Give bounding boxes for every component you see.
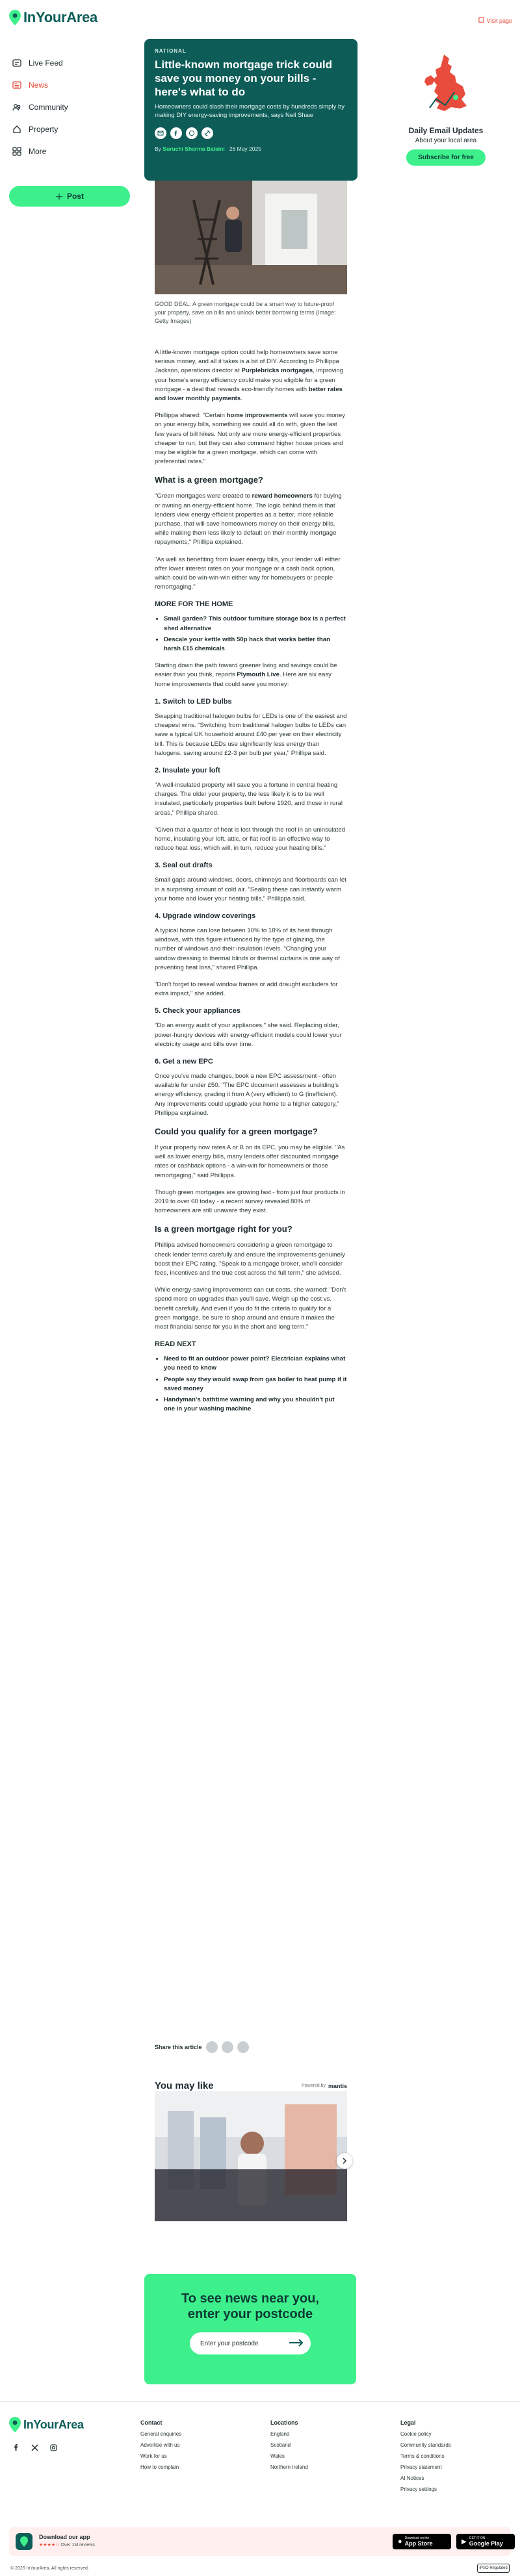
footer-link[interactable]: Terms & conditions: [400, 2453, 445, 2459]
email-share-icon[interactable]: [222, 2041, 233, 2053]
location-pin-icon: [9, 10, 21, 25]
brand-name: InYourArea: [23, 2417, 84, 2431]
footer-brand-logo[interactable]: [9, 2417, 84, 2432]
paragraph: Once you've made changes, book a new EPC assessment - often available for under £50. "The EPC document assesses a building's energy efficiency, grading it from A (very efficient) to G (inefficient). Any improvements could upgrade your home to a higher category," Phillippa explained.: [155, 1072, 339, 1117]
footer-social: [13, 2443, 57, 2455]
related-link[interactable]: • People say they would swap from gas boiler to heat pump if it saved money: [164, 1375, 347, 1394]
you-may-like-title: You may like: [155, 2080, 214, 2091]
postcode-placeholder: Enter your postcode: [200, 2340, 259, 2347]
byline-prefix: By: [155, 146, 161, 152]
footer-column-heading: Locations: [270, 2419, 298, 2426]
footer-locations-column: [270, 2419, 308, 2475]
sidebar-nav: [8, 52, 131, 162]
footer-legal-column: [400, 2419, 451, 2497]
postcode-title: To see news near you, enter your postcode: [181, 2291, 319, 2321]
subheading: 6. Get a new EPC: [155, 1057, 213, 1065]
footer-link[interactable]: Advertise with us: [140, 2442, 180, 2448]
postcode-input[interactable]: [190, 2332, 311, 2354]
news-icon: [12, 80, 22, 90]
related-link[interactable]: • Need to fit an outdoor power point? Electrician explains what you need to know: [164, 1355, 347, 1373]
plymouth-live-link[interactable]: Plymouth Live: [237, 671, 280, 679]
more-for-home-list: [164, 615, 347, 654]
sidebar-item-community[interactable]: [8, 96, 131, 118]
section-heading: Is a green mortgage right for you?: [155, 1224, 292, 1234]
footer-link[interactable]: General enquiries: [140, 2431, 182, 2437]
mantis-logo: mantis: [328, 2082, 347, 2089]
x-twitter-icon[interactable]: [31, 2443, 38, 2455]
footer-link[interactable]: AI Notices: [400, 2475, 424, 2481]
paragraph: Phillippa shared: "Certain home improvements will save you money on your energy bills, something we could all do with, given the last few years of bill hikes. Not only are more energy-efficient properties cheaper to run, but they can also command higher house prices and may be eligible for a green mortgage, which can come with preferential rates.": [155, 412, 345, 466]
sidebar-item-live-feed[interactable]: [8, 52, 131, 74]
footer-link[interactable]: How to complain: [140, 2464, 179, 2470]
paragraph: "Don't forget to reseal window frames or add draught excluders for extra impact," she added.: [155, 980, 338, 998]
post-button-label: Post: [67, 192, 84, 201]
sidebar-item-label: More: [29, 147, 47, 156]
article-title: Little-known mortgage trick could save you money on your bills - here's what to do: [155, 58, 332, 98]
you-may-like: [155, 2080, 347, 2091]
paragraph: A little-known mortgage option could help homeowners save some serious money, and all it takes is a bit of DIY. According to Phillippa Jackson, operations director at Purplebricks mortgages, improving your home's energy efficiency could make you eligible for a green mortgage - a deal that rewards eco-friendly homes with better rates and lower monthly payments.: [155, 349, 344, 403]
article-hero: [144, 39, 358, 181]
copy-link-icon[interactable]: [202, 127, 213, 139]
postcode-banner: [144, 2274, 356, 2384]
app-rating-text: Over 1M reviews: [60, 2543, 95, 2547]
subheading: 1. Switch to LED bulbs: [155, 697, 232, 706]
share-label: Share this article: [155, 2044, 202, 2050]
app-download-bar: [9, 2527, 511, 2556]
hero-share-buttons: [155, 127, 347, 139]
article-hero-image: [155, 181, 347, 294]
footer-link[interactable]: Northern Ireland: [270, 2464, 308, 2470]
footer-link[interactable]: Work for us: [140, 2453, 167, 2459]
section-heading: What is a green mortgage?: [155, 475, 263, 485]
apple-icon: ●: [398, 2538, 402, 2545]
widget-title: Daily Email Updates: [408, 126, 484, 135]
property-icon: [12, 124, 22, 134]
related-link[interactable]: • Small garden? This outdoor furniture storage box is a perfect shed alternative: [164, 615, 347, 633]
footer-column-heading: Legal: [400, 2419, 416, 2426]
subheading: 2. Insulate your loft: [155, 766, 220, 774]
email-share-icon[interactable]: [155, 127, 166, 139]
paragraph: Phillipa advised homeowners considering a green remortgage to check lender terms carefully and ensure the improvements genuinely boost their EPC rating. "Speak to a mortgage broker, who'll consider fees, incentives and the true cost across the full term," she advised.: [155, 1242, 345, 1277]
article-date: 26 May 2025: [229, 146, 261, 152]
top-bar: [0, 0, 520, 39]
footer-column-heading: Contact: [140, 2419, 162, 2426]
facebook-share-icon[interactable]: [170, 127, 182, 139]
paragraph: While energy-saving improvements can cut costs, she warned: "Don't spend more on upgrades than you'll save. Weigh up the cost vs. benefit carefully. And even if you do fit the criteria to qualify for a green mortgage, be sure to shop around and ensure it makes the most financial sense for you in the short and long term.": [155, 1286, 346, 1331]
email-updates-widget: [381, 52, 511, 166]
sidebar-item-more[interactable]: [8, 140, 131, 162]
related-link[interactable]: • Descale your kettle with 50p hack that works better than harsh £15 chemicals: [164, 635, 347, 654]
section-heading: Could you qualify for a green mortgage?: [155, 1126, 318, 1136]
uk-map-icon: [417, 52, 475, 123]
footer-contact-column: [140, 2419, 181, 2475]
paragraph: If your property now rates A or B on its EPC, you may be eligible. "As well as lower energy bills, many lenders offer discounted mortgage rates or cashback options - a win-win for homeowners or those remortgaging," said Phillippa.: [155, 1143, 345, 1179]
read-next-list: [164, 1355, 347, 1414]
app-rating: [39, 2542, 95, 2547]
facebook-share-icon[interactable]: [206, 2041, 218, 2053]
app-store-button[interactable]: ● Download on the App Store: [393, 2534, 451, 2549]
paragraph: "Green mortgages were created to reward homeowners for buying or owning an energy-efficient home. The logic behind them is that lenders view energy-efficient properties as a better, more reliable purchase, that will save homeowners money on their energy bills, while making them less likely to default on their monthly mortgage repayments," Phillipa explained.: [155, 492, 342, 546]
visit-page-label: Visit page: [486, 17, 512, 24]
paragraph: A typical home can lose between 10% to 18% of its heat through windows, with this figure influenced by the type of glazing, the number of windows and their insulation levels. "Changing your window dressing to thermal blinds or thermal curtains is one way of preventing heat loss," shared Phillipa.: [155, 926, 340, 971]
copy-link-icon[interactable]: [237, 2041, 249, 2053]
footer-link[interactable]: Privacy statement: [400, 2464, 442, 2470]
subheading: 3. Seal out drafts: [155, 861, 213, 870]
arrow-right-icon[interactable]: [289, 2339, 304, 2349]
ipso-badge[interactable]: IPSO Regulated: [477, 2564, 510, 2573]
paragraph: Small gaps around windows, doors, chimneys and floorboards can let in a surprising amount of cold air. "Sealing these can instantly warm your home and lower your heating bills," Phillippa said.: [155, 876, 346, 902]
author-link[interactable]: Suruchi Sharma Balaini: [162, 146, 225, 152]
footer-link[interactable]: Community standards: [400, 2442, 451, 2448]
more-for-home-heading: MORE FOR THE HOME: [155, 600, 233, 609]
footer-link[interactable]: Cookie policy: [400, 2431, 432, 2437]
paragraph: Swapping traditional halogen bulbs for LEDs is one of the easiest and cheapest wins. "Switching from traditional halogen bulbs to LEDs can save a typical UK household around £40 per year on their electricity bill. This is because LEDs use significantly less energy than halogens, saving around £2-3 per bulb per year," Phillipa said.: [155, 712, 347, 757]
community-icon: [12, 102, 22, 112]
sidebar-item-label: Live Feed: [29, 58, 63, 68]
footer-link[interactable]: Scotland: [270, 2442, 291, 2448]
more-icon: [12, 146, 22, 157]
article-byline: [155, 146, 347, 152]
purplebricks-link[interactable]: Purplebricks mortgages: [241, 367, 313, 375]
carousel-next-icon[interactable]: [337, 2153, 352, 2169]
paragraph: Though green mortgages are growing fast - from just four products in 2019 to over 60 today - a recent survey revealed 80% of homeowners are still unaware they exist.: [155, 1188, 345, 1215]
sidebar-item-news[interactable]: [8, 74, 131, 96]
image-caption: GOOD DEAL: A green mortgage could be a smart way to future-proof your property, save on bills and unlock better borrowing terms (Image: Getty Images): [155, 301, 336, 324]
star-rating-icon: ★★★★☆: [39, 2543, 60, 2547]
google-play-button[interactable]: ▶ GET IT ON Google Play: [456, 2534, 515, 2549]
subheading: 4. Upgrade window coverings: [155, 912, 256, 920]
location-pin-icon: [9, 2417, 21, 2432]
paragraph: "Do an energy audit of your appliances," she said. Replacing older, power-hungry devices with energy-efficient models could lower your electricity usage and bills over time.: [155, 1022, 342, 1048]
external-link-icon: [478, 17, 484, 24]
paragraph: "As well as benefiting from lower energy bills, your lender will either offer lower interest rates on your mortgage or a cash back option, which could be win-win-win either way for homebuyers or people remortgaging.": [155, 555, 341, 591]
live-feed-icon: [12, 58, 22, 68]
read-next-heading: READ NEXT: [155, 1340, 196, 1349]
instagram-icon[interactable]: [50, 2443, 57, 2455]
article-category: NATIONAL: [155, 48, 187, 54]
paragraph: Starting down the path toward greener living and savings could be easier than you think, reports Plymouth Live. Here are six easy home improvements that could save you money:: [155, 662, 337, 688]
footer-link[interactable]: England: [270, 2431, 290, 2437]
subheading: 5. Check your appliances: [155, 1007, 241, 1015]
sidebar-item-label: Property: [29, 125, 58, 134]
footer-divider: [0, 2401, 520, 2402]
share-row: [155, 2041, 249, 2053]
brand-name: InYourArea: [23, 9, 98, 25]
sidebar-item-label: News: [29, 81, 49, 90]
sidebar-item-label: Community: [29, 103, 68, 112]
footer-link[interactable]: Privacy settings: [400, 2486, 437, 2492]
paragraph: "Given that a quarter of heat is lost through the roof in an uninsulated home, insulating your loft, attic, or flat roof is an effective way to reduce heat loss, which will, in turn, reduce your heating bills.": [155, 826, 346, 852]
brand-logo[interactable]: [9, 9, 98, 26]
visit-page-link[interactable]: [478, 17, 512, 24]
plus-icon: ＋: [55, 192, 63, 201]
paragraph: "A well-insulated property will save you a fortune in central heating charges. The older your property, the less likely it is to be well insulated, particularly properties built before 1920, and those in rural areas," Phillipa shared.: [155, 781, 343, 817]
footer-link[interactable]: Wales: [270, 2453, 285, 2459]
widget-subtitle: About your local area: [415, 137, 477, 144]
powered-by: Powered by mantis: [302, 2082, 347, 2089]
article-subtitle: Homeowners could slash their mortgage costs by hundreds simply by making DIY energy-saving improvements, says Neil Shaw: [155, 103, 344, 119]
subscribe-button[interactable]: Subscribe for free: [406, 149, 486, 166]
article-body: [155, 348, 347, 1422]
app-icon: [16, 2533, 32, 2550]
post-button[interactable]: [9, 186, 130, 207]
google-play-icon: ▶: [462, 2538, 467, 2545]
home-improvements-link[interactable]: home improvements: [226, 412, 288, 420]
related-link[interactable]: • Handyman's bathtime warning and why you shouldn't put one in your washing machine: [164, 1396, 347, 1414]
facebook-icon[interactable]: [13, 2443, 20, 2455]
sidebar-item-property[interactable]: [8, 118, 131, 140]
app-download-title: Download our app: [39, 2534, 90, 2540]
copyright: © 2025 InYourArea. All rights reserved.: [10, 2566, 89, 2571]
whatsapp-share-icon[interactable]: [186, 127, 198, 139]
